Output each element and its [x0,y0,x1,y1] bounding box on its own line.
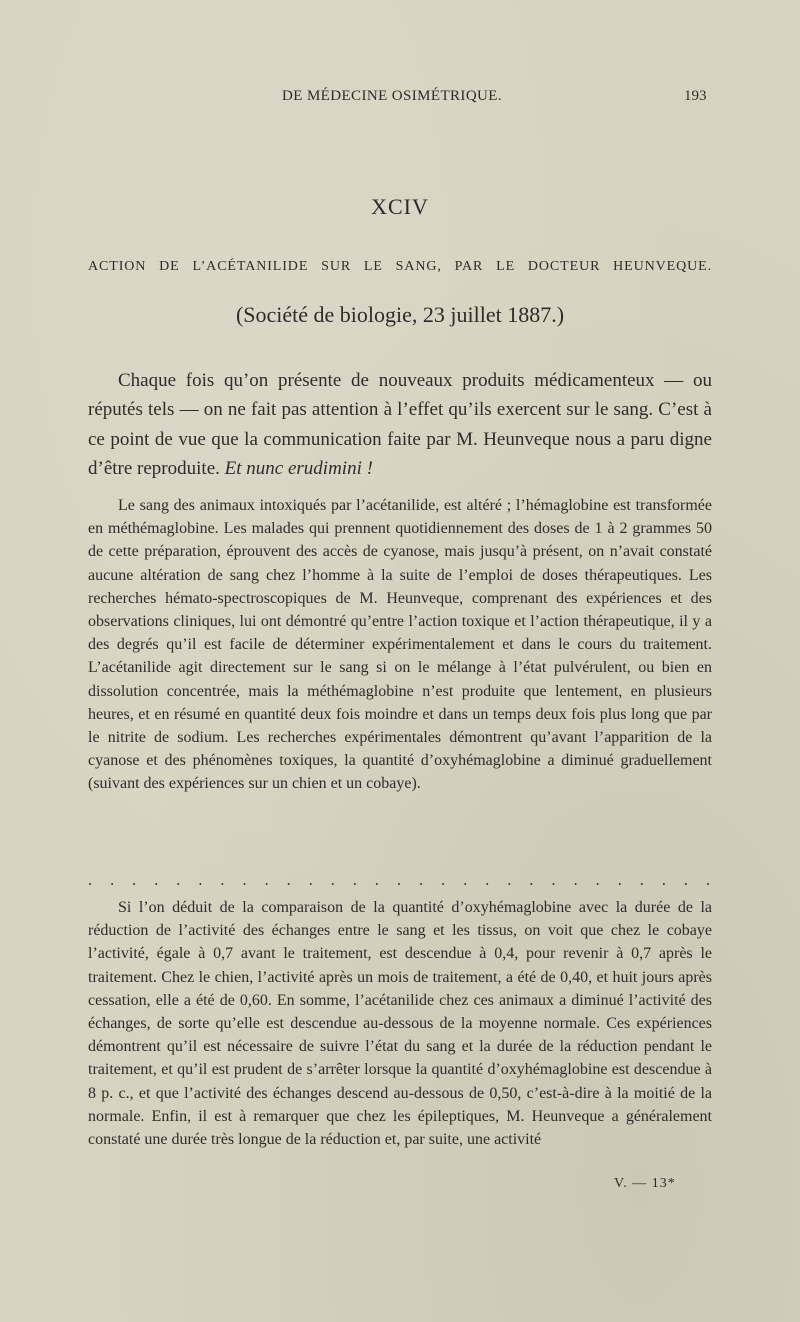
paragraph-2: Si l’on déduit de la comparaison de la quantité d’oxyhémaglobine avec la durée de la réduction de l’activité des échanges entre le sang et les tissus, on voit que chez le cobaye l’activité, égale à 0,7 avant le traitement, est descendue à 0,4, pour revenir à 0,7 après le traitement. Chez le chien, l’activité après un mois de traitement, a été de 0,40, et huit jours après cessation, elle a été de 0,60. En somme, l’acétanilide chez ces animaux a diminué l’activité des échanges, de sorte qu’elle est descendue au-dessous de la moyenne normale. Ces expériences démontrent qu’il est nécessaire de suivre l’état du sang et la durée de la réduction pendant le traitement, et qu’il est prudent de s’arrêter lorsque la quantité d’oxyhémaglobine est descendue à 8 p. c., et que l’activité des échanges descend au-dessous de 0,50, c’est-à-dire à la moitié de la normale. Enfin, il est à remarquer que chez les épileptiques, M. Heunveque a généralement constaté une durée très longue de la réduction et, par suite, une activité [88,899,712,1149]
editorial-intro [88,366,712,484]
article-source: (Société de biologie, 23 juillet 1887.) [235,302,565,327]
running-title: DE MÉDECINE OSIMÉTRIQUE. [282,88,502,104]
intro-text: Chaque fois qu’on présente de nouveaux produits médicamenteux — ou réputés tels — on ne fait pas attention à l’effet qu’ils exercent sur le sang. C’est à ce point de vue que la communication faite par M. Heunveque nous a paru digne d’être reproduite. [88,370,712,480]
paragraph-1: Le sang des animaux intoxiqués par l’acétanilide, est altéré ; l’hémaglobine est transformée en méthémaglobine. Les malades qui prennent quotidiennement des doses de 1 à 2 grammes 50 de cette préparation, éprouvent des accès de cyanose, mais jusqu’à présent, on n’avait constaté aucune altération de sang chez l’homme à la suite de l’emploi de doses thérapeutiques. Les recherches hémato-spectroscopiques de M. Heunveque, comprenant des expériences et des observations cliniques, lui ont démontré qu’entre l’action toxique et l’action thérapeutique, il y a des degrés qu’il est facile de déterminer expérimentalement et dans le cours du traitement. L’acétanilide agit directement sur le sang si on le mélange à l’état pulvérulent, ou bien en dissolution concentrée, mais la méthémaglobine n’est produite que lentement, en plusieurs heures, et en résumé en quantité deux fois moindre et dans un temps deux fois plus long que par le nitrite de sodium. Les recherches expérimentales démontrent qu’avant l’apparition de la cyanose et des phénomènes toxiques, la quantité d’oxyhémaglobine a diminué graduellement (suivant des expériences sur un chien et un cobaye). [88,497,712,793]
intro-latin-phrase: Et nunc erudimini ! [224,458,373,480]
page-header [0,88,800,112]
chapter-number: XCIV [371,194,429,219]
omission-dots: . . . . . . . . . . . . . . . . . . . . . . . . . . . . . [88,872,712,889]
signature-mark: V. — 13* [614,1176,676,1191]
page-number: 193 [684,88,707,104]
article-title: ACTION DE L’ACÉTANILIDE SUR LE SANG, PAR LE DOCTEUR HEUNVEQUE. [88,259,712,274]
